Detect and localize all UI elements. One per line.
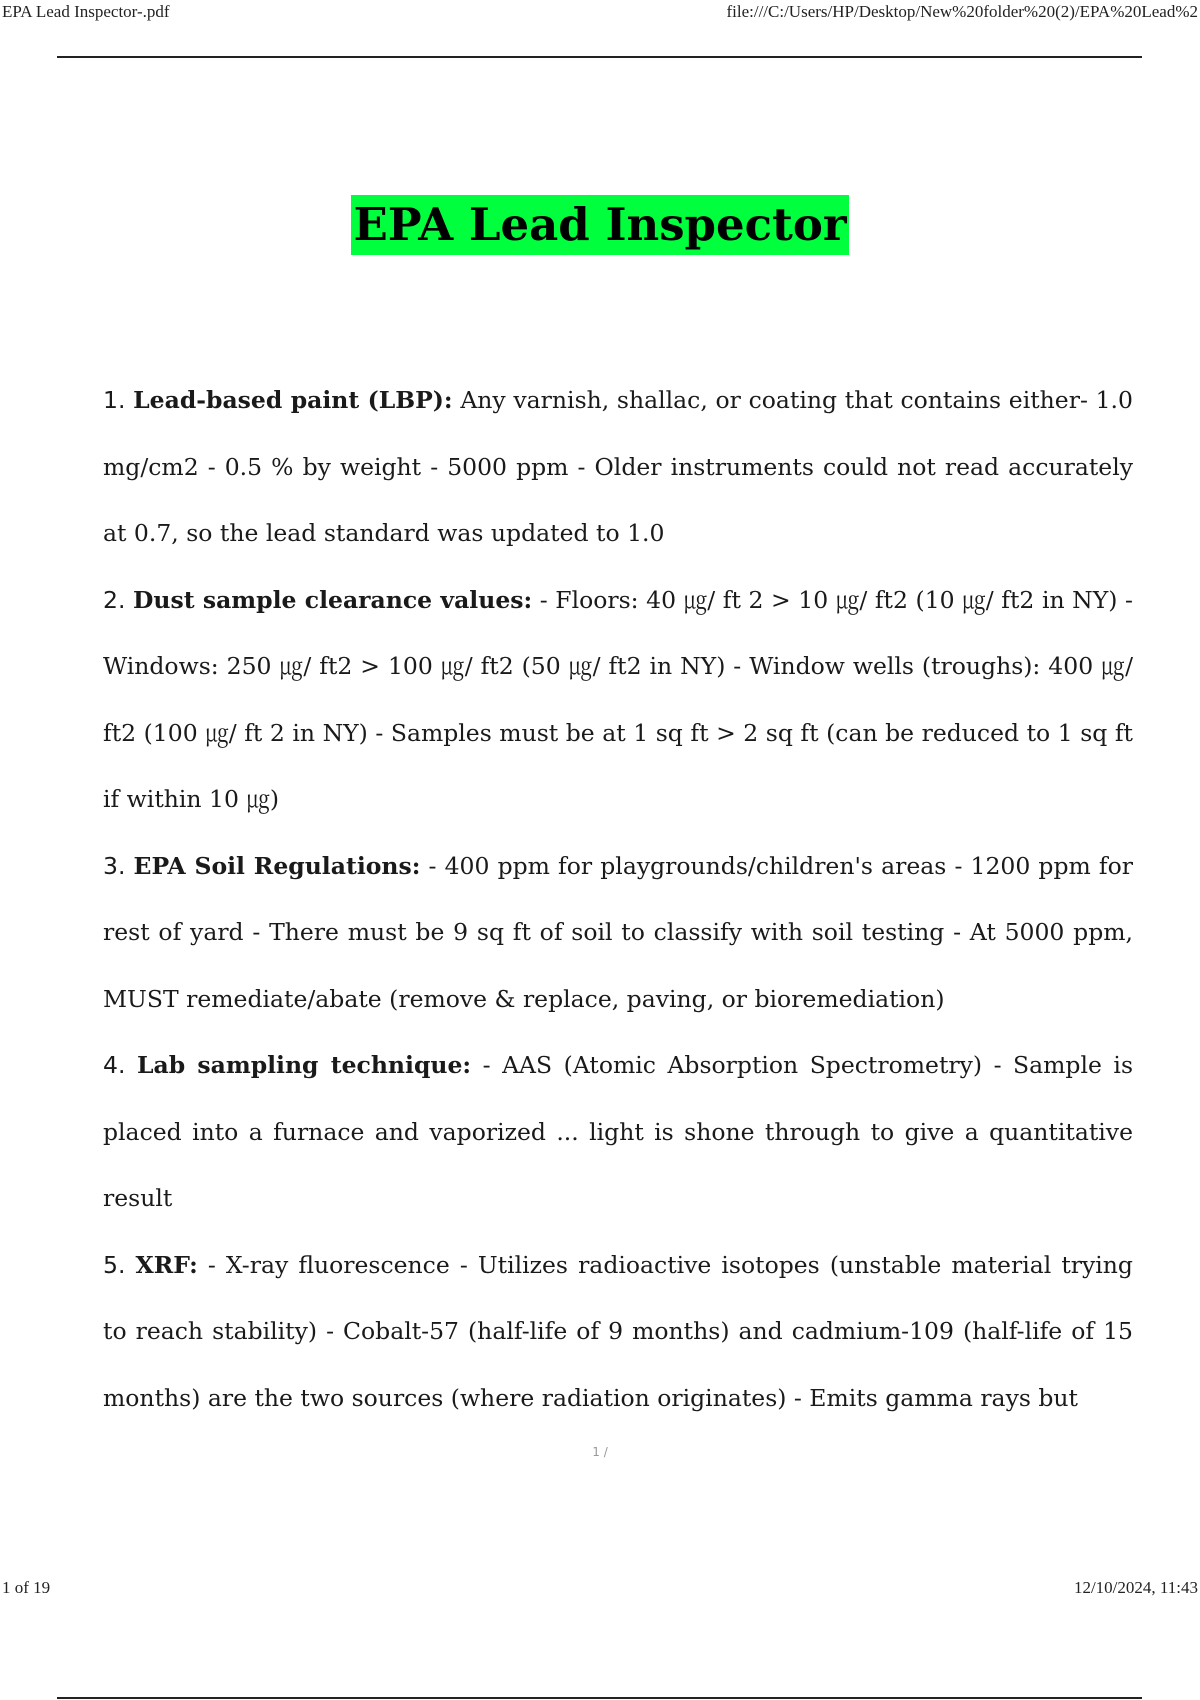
item-number: 2. bbox=[103, 585, 126, 614]
list-item bbox=[103, 1032, 1133, 1232]
item-term: Lab sampling technique: bbox=[136, 1051, 472, 1079]
list-item bbox=[103, 367, 1133, 567]
title-container bbox=[0, 195, 1200, 255]
list-item bbox=[103, 1232, 1133, 1432]
print-footer-page-count: 1 of 19 bbox=[2, 1578, 51, 1597]
item-term: XRF: bbox=[135, 1250, 198, 1279]
print-header-title: EPA Lead Inspector-.pdf bbox=[2, 2, 170, 21]
item-number: 3. bbox=[103, 851, 126, 880]
header-divider bbox=[57, 56, 1142, 58]
item-text: - Floors: 40 ㎍/ ft 2 > 10 ㎍/ ft2 (10 ㎍/ ft2 in NY) - Windows: 250 ㎍/ ft2 > 100 ㎍/ ft2 (50 ㎍/ ft2 in NY) - Window wells (troughs): 400 ㎍/ ft2 (100 ㎍/ ft 2 in NY) - Samples must be at 1 sq ft > 2 sq ft (can be reduced to 1 sq ft if within 10 ㎍) bbox=[103, 585, 1133, 813]
item-number: 5. bbox=[103, 1250, 126, 1279]
list-item bbox=[103, 833, 1133, 1033]
item-text: - X-ray fluorescence - Utilizes radioactive isotopes (unstable material trying to reach stability) - Cobalt-57 (half-life of 9 months) and cadmium-109 (half-life of 15 months) are the two sources (where radiation originates) - Emits gamma rays but bbox=[103, 1250, 1133, 1412]
item-text: - 400 ppm for playgrounds/children's areas - 1200 ppm for rest of yard - There must be 9 sq ft of soil to classify with soil testing - At 5000 ppm, MUST remediate/abate (remove & replace, paving, or bioremediation) bbox=[103, 851, 1133, 1013]
list-item bbox=[103, 567, 1133, 833]
print-header-url: file:///C:/Users/HP/Desktop/New%20folder%20(2)/EPA%20Lead%2 bbox=[726, 2, 1198, 21]
item-number: 4. bbox=[103, 1051, 126, 1079]
item-term: EPA Soil Regulations: bbox=[133, 851, 421, 880]
document-body bbox=[103, 367, 1133, 1431]
page-marker: 1 / bbox=[592, 1445, 608, 1459]
item-number: 1. bbox=[103, 386, 126, 414]
item-text: Any varnish, shallac, or coating that contains either- 1.0 mg/cm2 - 0.5 % by weight - 5000 ppm - Older instruments could not read accurately at 0.7, so the lead standard was updated to 1.0 bbox=[103, 386, 1133, 547]
item-term: Lead-based paint (LBP): bbox=[133, 386, 453, 414]
item-term: Dust sample clearance values: bbox=[133, 585, 533, 614]
item-text: - AAS (Atomic Absorption Spectrometry) - Sample is placed into a furnace and vaporized ... light is shone through to give a quantitative result bbox=[103, 1051, 1133, 1212]
footer-divider bbox=[57, 1697, 1142, 1699]
print-footer-timestamp: 12/10/2024, 11:43 bbox=[1073, 1578, 1198, 1597]
document-title: EPA Lead Inspector bbox=[351, 195, 848, 255]
